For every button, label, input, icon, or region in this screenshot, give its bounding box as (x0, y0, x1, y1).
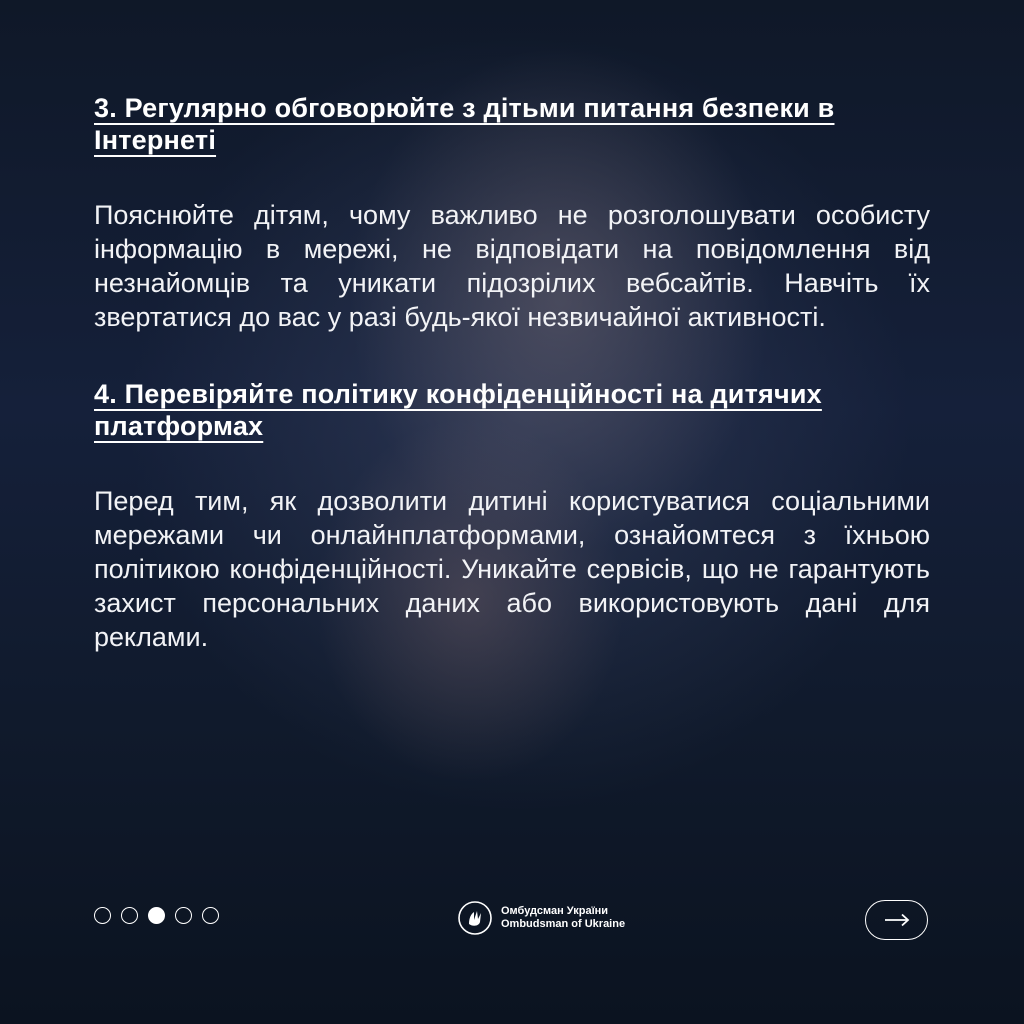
arrow-right-icon (883, 913, 911, 927)
ombudsman-logo (457, 900, 625, 936)
pagination-dots (94, 907, 219, 924)
pagination-dot-5[interactable] (202, 907, 219, 924)
section-3-title: 3. Регулярно обговорюйте з дітьми питання безпеки в Інтернеті (94, 93, 835, 155)
section-4-body: Перед тим, як дозволити дитині користуватися соціальними мережами чи онлайнплатформами, ознайомтеся з їхньою політикою конфіденційності. Уникайте сервісів, що не гарантують захист персональних даних або використовують дані для реклами. (94, 486, 930, 652)
pagination-dot-2[interactable] (121, 907, 138, 924)
pagination-dot-4[interactable] (175, 907, 192, 924)
next-button[interactable] (865, 900, 928, 940)
section-4-title: 4. Перевіряйте політику конфіденційності на дитячих платформах (94, 379, 822, 441)
logo-text-ua: Омбудсман України (501, 905, 609, 917)
content (94, 92, 930, 654)
section-3-body: Пояснюйте дітям, чому важливо не розголошувати особисту інформацію в мережі, не відповідати на повідомлення від незнайомців та уникати підозрілих вебсайтів. Навчіть їх звертатися до вас у разі будь-якої незвичайної активності. (94, 200, 930, 332)
pagination-dot-3-active[interactable] (148, 907, 165, 924)
ombudsman-emblem-icon (457, 900, 493, 936)
logo-text-en: Ombudsman of Ukraine (501, 918, 626, 930)
pagination-dot-1[interactable] (94, 907, 111, 924)
